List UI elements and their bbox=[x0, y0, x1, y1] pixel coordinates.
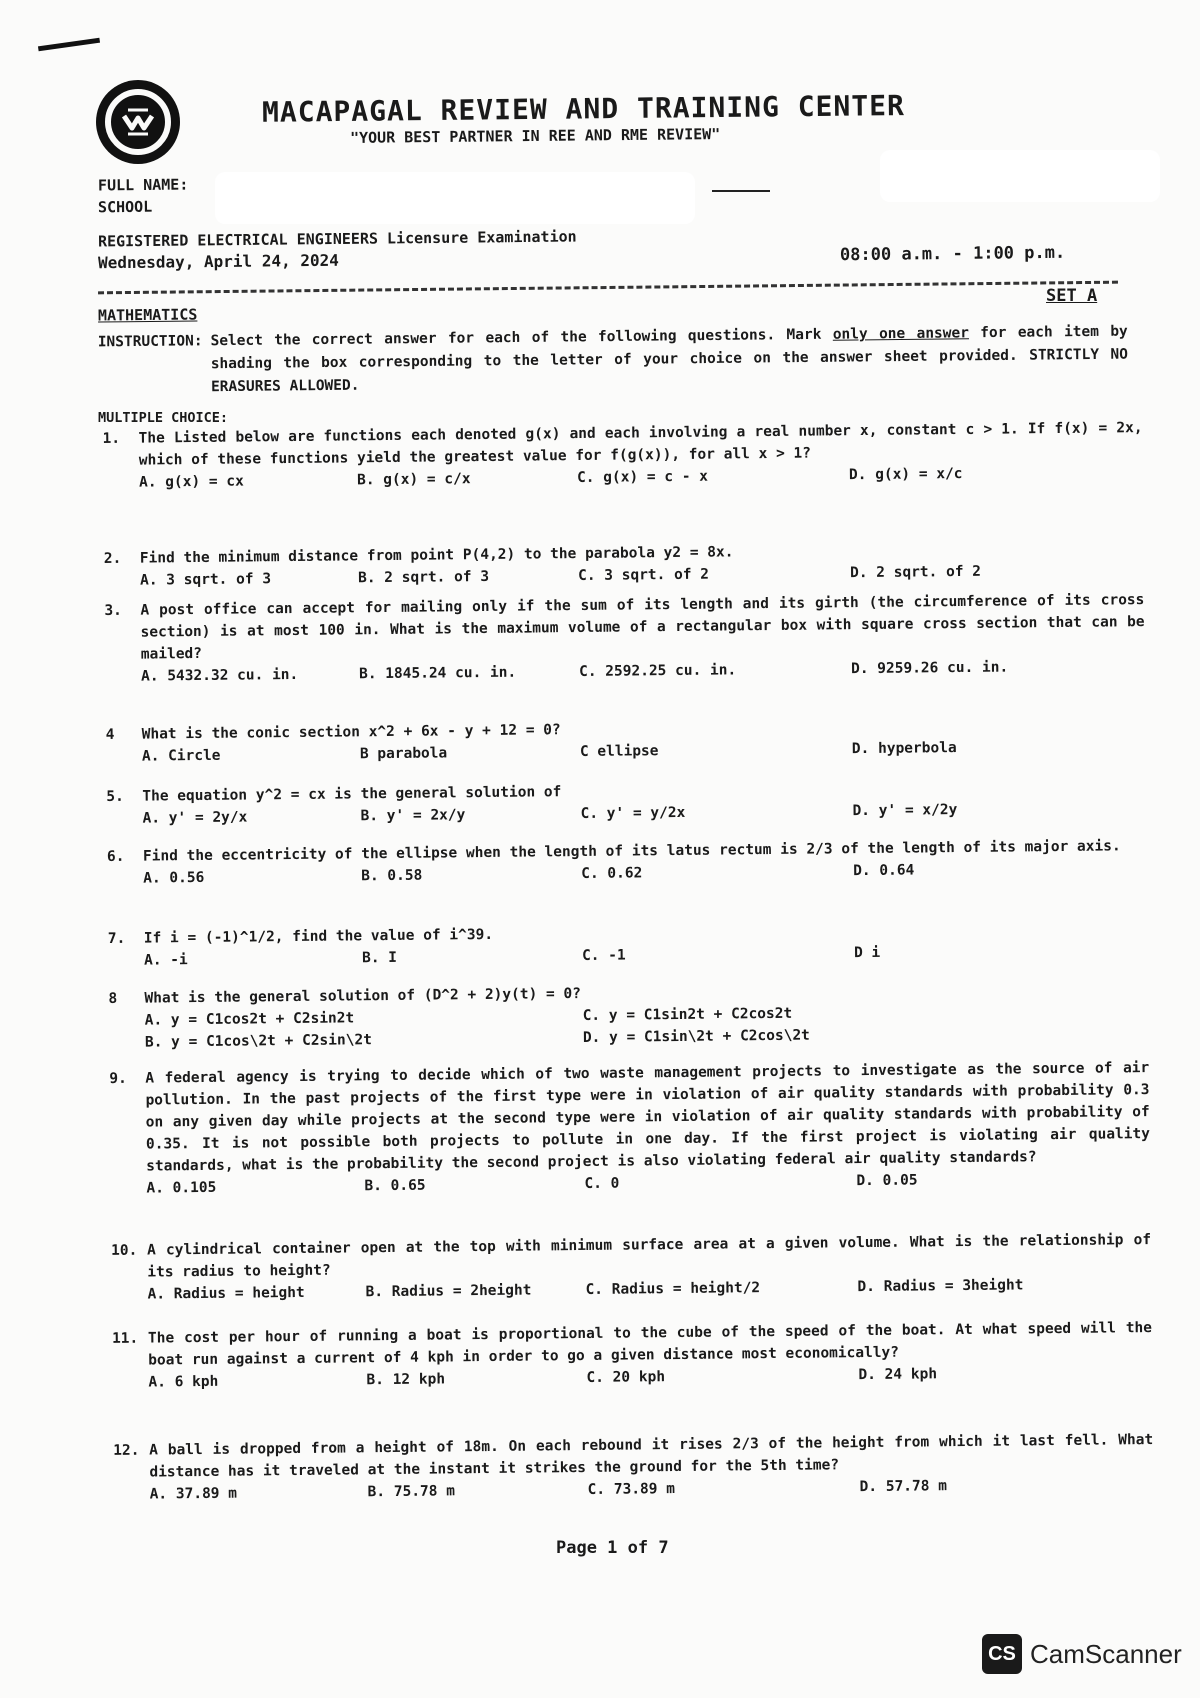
question-item bbox=[113, 1429, 1154, 1506]
choice-c: C. -1 bbox=[581, 947, 626, 964]
question-text: A ball is dropped from a height of 18m. On each rebound it rises 2/3 of the height from which it last fell. What distance has it traveled at the instant it strikes the ground for the 5th time? bbox=[149, 1432, 1154, 1481]
question-number: 2. bbox=[103, 550, 122, 567]
question-text: Find the eccentricity of the ellipse when the length of its latus rectum is 2/3 of the length of its major axis. bbox=[142, 838, 1121, 865]
choice-a: A. -i bbox=[143, 952, 188, 969]
question-number: 9. bbox=[109, 1070, 127, 1087]
question-item bbox=[106, 775, 1146, 830]
section-label: MULTIPLE CHOICE: bbox=[98, 410, 229, 426]
logo-ring bbox=[105, 89, 171, 155]
question-number: 10. bbox=[111, 1242, 138, 1259]
question-item bbox=[107, 835, 1147, 890]
question-text: A post office can accept for mailing only if the sum of its length and its girth (the circumference of its cross section) is at most 100 in. What is the maximum volume of a rectangular box with square cross section that can be mailed? bbox=[140, 592, 1145, 663]
pen-mark bbox=[38, 38, 100, 52]
choice-c: C. 20 kph bbox=[586, 1369, 666, 1386]
question-item bbox=[111, 1229, 1152, 1306]
header-divider bbox=[98, 281, 1118, 295]
question-item bbox=[109, 1057, 1150, 1200]
question-item bbox=[112, 1317, 1153, 1394]
choice-c: C. Radius = height/2 bbox=[585, 1280, 761, 1298]
name-underline bbox=[712, 190, 770, 192]
camscanner-name: CamScanner bbox=[1030, 1638, 1182, 1669]
question-number: 6. bbox=[106, 848, 125, 865]
question-item bbox=[106, 713, 1146, 768]
question-item bbox=[104, 537, 1144, 592]
choice-d: D. 57.78 m bbox=[859, 1478, 948, 1496]
question-item bbox=[102, 417, 1143, 494]
subject-title: MATHEMATICS bbox=[97, 305, 198, 325]
instruction-emphasis: only one answer bbox=[832, 325, 970, 343]
logo-emblem-icon bbox=[118, 102, 158, 142]
choice-c: C. 0 bbox=[584, 1175, 620, 1192]
instruction-label: INSTRUCTION: bbox=[97, 333, 203, 351]
choice-a: A. 3 sqrt. of 3 bbox=[139, 571, 272, 589]
choice-c: C. y = C1sin2t + C2cos2t bbox=[582, 1005, 793, 1024]
question-number: 1. bbox=[102, 430, 121, 447]
choice-d: D. g(x) = x/c bbox=[848, 465, 963, 484]
question-text: Find the minimum distance from point P(4,2) to the parabola y2 = 8x. bbox=[139, 544, 734, 567]
choice-c: C. 73.89 m bbox=[587, 1481, 676, 1498]
question-text: What is the general solution of (D^2 + 2)y(t) = 0? bbox=[144, 985, 582, 1007]
choice-c: C. 0.62 bbox=[581, 865, 643, 882]
choice-d: D. 24 kph bbox=[858, 1366, 938, 1384]
question-number: 7. bbox=[107, 930, 126, 947]
question-text: The Listed below are functions each denoted g(x) and each involving a real number x, constant c > 1. If f(x) = 2x, which of these functions yield the greatest value for f(g(x)), for all x > 1? bbox=[138, 420, 1143, 469]
choice-c: C. 3 sqrt. of 2 bbox=[577, 566, 710, 585]
choice-a: A. 37.89 m bbox=[149, 1485, 238, 1503]
redacted-school bbox=[880, 150, 1160, 202]
choice-c: C. g(x) = c - x bbox=[576, 468, 709, 487]
instruction-block bbox=[98, 321, 1129, 401]
choice-d: D i bbox=[853, 944, 881, 962]
full-name-label: FULL NAME: bbox=[97, 175, 189, 195]
instruction-text bbox=[210, 321, 1128, 400]
set-label: SET A bbox=[1046, 286, 1098, 306]
question-item bbox=[104, 589, 1145, 688]
instruction-text-part: Select the correct answer for each of the following questions. Mark bbox=[210, 326, 833, 350]
instruction-text-part: for each item by shading the box corresponding to the letter of your choice on the answer sheet provided. STRICTLY NO ERASURES ALLOWED. bbox=[210, 323, 1129, 396]
exam-title: REGISTERED ELECTRICAL ENGINEERS Licensure Examination bbox=[97, 227, 577, 251]
question-number: 8 bbox=[108, 990, 118, 1007]
choice-d: D. 9259.26 cu. in. bbox=[850, 659, 1009, 678]
choice-d: D. 0.05 bbox=[856, 1172, 918, 1190]
choice-b: B. y = C1cos\2t + C2sin\2t bbox=[144, 1032, 372, 1051]
org-name: MACAPAGAL REVIEW AND TRAINING CENTER bbox=[261, 89, 906, 129]
question-item bbox=[108, 977, 1149, 1054]
question-text: A cylindrical container open at the top with minimum surface area at a given volume. What is the relationship of its radius to height? bbox=[147, 1232, 1152, 1281]
choice-c: C. y' = y/2x bbox=[580, 804, 686, 822]
question-text: What is the conic section x^2 + 6x - y + 12 = 0? bbox=[141, 722, 561, 743]
question-number: 12. bbox=[113, 1442, 140, 1459]
question-number: 11. bbox=[111, 1330, 139, 1347]
choice-d: D. hyperbola bbox=[851, 740, 957, 758]
choice-d: D. y' = x/2y bbox=[852, 802, 958, 820]
choice-a: A. 5432.32 cu. in. bbox=[141, 666, 299, 685]
question-text: The equation y^2 = cx is the general solution of bbox=[142, 784, 562, 805]
choice-a: A. g(x) = cx bbox=[138, 473, 244, 491]
choice-a: A. y = C1cos2t + C2sin2t bbox=[144, 1010, 355, 1029]
choice-a: A. y' = 2y/x bbox=[142, 809, 248, 827]
choice-a: A. Radius = height bbox=[147, 1284, 305, 1303]
choice-d: D. 2 sqrt. of 2 bbox=[849, 563, 982, 582]
exam-date: Wednesday, April 24, 2024 bbox=[97, 250, 339, 273]
choice-b: B. 1845.24 cu. in. bbox=[358, 664, 517, 683]
redacted-name bbox=[215, 172, 695, 224]
choice-b: B. 12 kph bbox=[366, 1371, 446, 1389]
choice-b: B. 0.65 bbox=[364, 1177, 426, 1195]
camscanner-logo-icon: CS bbox=[982, 1634, 1022, 1674]
question-number: 4 bbox=[105, 726, 115, 743]
choice-d: D. Radius = 3height bbox=[857, 1277, 1024, 1296]
choice-a: A. 6 kph bbox=[148, 1373, 219, 1391]
org-logo bbox=[96, 80, 180, 164]
school-label: SCHOOL bbox=[97, 197, 153, 217]
choice-c: C ellipse bbox=[579, 743, 659, 760]
choice-b: B. 2 sqrt. of 3 bbox=[357, 568, 490, 587]
choice-b: B. I bbox=[361, 949, 398, 967]
choice-b: B. Radius = 2height bbox=[365, 1282, 532, 1301]
question-text: The cost per hour of running a boat is proportional to the cube of the speed of the boat. At what speed will the boat run against a current of 4 kph in order to go a given distance most economically? bbox=[147, 1320, 1153, 1369]
choice-a: A. 0.56 bbox=[143, 869, 205, 887]
choice-b: B parabola bbox=[359, 745, 448, 763]
page-number: Page 1 of 7 bbox=[556, 1538, 669, 1558]
choice-c: C. 2592.25 cu. in. bbox=[578, 662, 737, 680]
exam-time: 08:00 a.m. - 1:00 p.m. bbox=[839, 242, 1066, 266]
choice-d: D. 0.64 bbox=[853, 862, 915, 880]
choice-b: B. y' = 2x/y bbox=[360, 807, 466, 825]
choice-a: A. 0.105 bbox=[146, 1179, 217, 1197]
question-text: If i = (-1)^1/2, find the value of i^39. bbox=[143, 926, 494, 947]
org-motto: "YOUR BEST PARTNER IN REE AND RME REVIEW" bbox=[349, 125, 721, 147]
choice-b: B. 75.78 m bbox=[367, 1483, 456, 1501]
choice-b: B. 0.58 bbox=[361, 867, 423, 885]
choice-d: D. y = C1sin\2t + C2cos\2t bbox=[582, 1027, 810, 1046]
question-item bbox=[108, 917, 1148, 972]
choice-b: B. g(x) = c/x bbox=[356, 471, 471, 489]
question-number: 3. bbox=[104, 602, 122, 619]
choice-a: A. Circle bbox=[141, 747, 221, 765]
scanner-watermark bbox=[982, 1634, 1182, 1674]
question-number: 5. bbox=[106, 788, 124, 805]
question-text: A federal agency is trying to decide which of two waste management projects to investigate as the source of air pollution. In the past projects of the first type were in violation of air quality standards with probability 0.3 on any given day while projects at the second type were in violation of air quality standards with probability of 0.35. It is not possible both projects to pollute in one day. If the first project is violating air quality standards, what is the probability the second project is also violating federal air quality standards? bbox=[145, 1060, 1151, 1175]
